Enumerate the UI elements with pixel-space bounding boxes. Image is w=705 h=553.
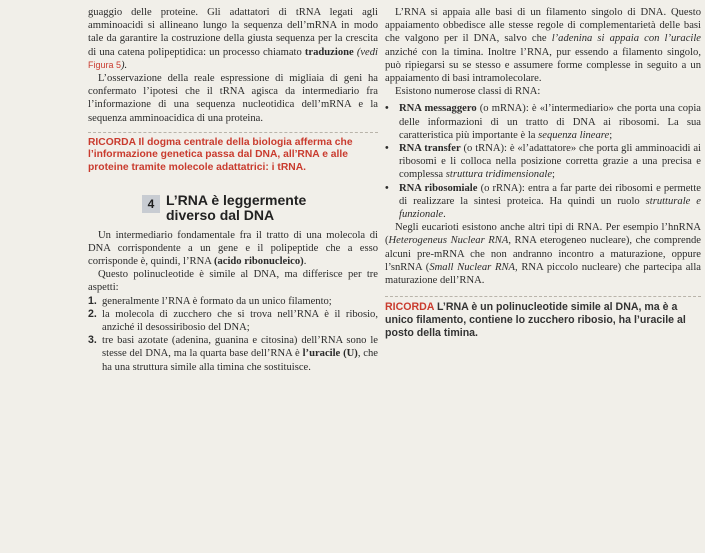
list-text (102, 334, 378, 374)
text-segment: . (443, 209, 446, 221)
text-segment: (vedi (353, 46, 378, 58)
text-segment: , che ha una struttura simile alla timina che sostituisce. (102, 348, 379, 373)
list-text (399, 142, 701, 182)
paragraph-rna-intro (88, 229, 378, 269)
section-title (166, 193, 306, 223)
keyword-acido-ribonucleico: (acido ribonucleico) (213, 256, 304, 268)
list-text (399, 182, 701, 222)
keyword: RNA transfer (399, 143, 461, 155)
text-segment: (o tRNA): è «l’adattatore» che porta gli amminoacidi ai ribosomi e li colloca nella posizione corretta grazie a una precisa e complessa (399, 143, 701, 181)
text-segment: (o rRNA): entra a far parte dei ribosomi e permette di realizzare la sintesi proteica. Ha quindi un ruolo (399, 182, 701, 207)
list-item-rrna (385, 182, 701, 222)
section-title-line: diverso dal DNA (166, 206, 275, 223)
paragraph-translation (88, 6, 378, 72)
text-segment: tre basi azotate (adenina, guanina e citosina) dell’RNA sono le stesse del DNA, ma la quarta base dell’RNA è (102, 335, 378, 360)
list-number: 2. (88, 307, 97, 320)
emphasis: Heterogeneus Nuclear RNA (388, 235, 509, 247)
emphasis: sequenza lineare (538, 129, 610, 141)
list-item-trna (385, 142, 701, 182)
list-item-mrna (385, 102, 701, 142)
emphasis: struttura tridimensionale (445, 169, 553, 181)
ricorda-text: Il dogma centrale della biologia afferma che l’informazione genetica passa dal DNA, all’RNA e alle proteine tramite molecole adattatrici: i tRNA. (88, 136, 353, 174)
keyword: RNA messaggero (399, 103, 477, 115)
section-number-badge: 4 (142, 195, 160, 213)
ricorda-box-rna (385, 296, 701, 340)
list-text: generalmente l’RNA è formato da un unico filamento; (102, 295, 332, 307)
text-segment: Un intermediario fondamentale fra il tratto di una molecola di DNA corrispondente a un gene e il polipeptide che a esso corrisponde è, quindi, l’RNA (88, 229, 378, 268)
left-column (88, 6, 378, 374)
figure-reference-link[interactable]: Figura 5 (88, 59, 122, 70)
bullet-icon: • (385, 182, 389, 194)
text-segment: Negli eucarioti esistono anche altri tipi di RNA. Per esempio l’hnRNA ( (385, 222, 701, 247)
bullet-icon: • (385, 143, 389, 155)
bullet-icon: • (385, 103, 389, 115)
paragraph-pairing (385, 6, 701, 85)
list-item (88, 308, 378, 334)
paragraph-observation: L’osservazione della reale espressione di migliaia di geni ha confermato l’ipotesi che il tRNA agisca da intermediario fra l’informazione di una sequenza nucleotidica dell’mRNA e la sequenza amminoacidica di una proteina. (88, 73, 378, 124)
ricorda-text: L’RNA è un polinucleotide simile al DNA, ma è a unico filamento, contiene lo zucchero ribosio, ha l’uracile al posto della timina. (385, 301, 686, 340)
text-segment: L’RNA si appaia alle basi di un filamento singolo di DNA. Questo appaiamento obbedisce alle stesse regole di complementarietà delle basi che valgono per il DNA, salvo che (385, 7, 701, 45)
text-segment: ; (552, 169, 555, 181)
keyword-traduzione: traduzione (304, 46, 354, 58)
text-segment: , RNA eterogeneo nucleare), che comprende alcuni pre-mRNA che non andranno incontro a maturazione, oppure l’snRNA ( (385, 235, 701, 273)
ricorda-label: RICORDA (88, 136, 136, 148)
list-item (88, 334, 378, 374)
text-segment: (o mRNA): è «l’intermediario» che porta una copia delle informazioni di un tratto di DNA ai ribosomi. La sua caratteristica più importante è la (399, 103, 701, 141)
section-heading (88, 193, 378, 223)
text-segment: , RNA piccolo nucleare) che partecipa alla maturazione dell’RNA. (385, 261, 702, 287)
keyword: RNA ribosomiale (399, 182, 478, 194)
ricorda-box-dogma (88, 132, 378, 175)
text-segment: ; (609, 129, 613, 141)
list-number: 3. (88, 334, 97, 347)
text-segment: ). (121, 59, 128, 71)
list-text: la molecola di zucchero che si trova nell’RNA è il ribosio, anziché il desossiribosio del DNA; (102, 308, 378, 334)
rna-classes-list (385, 102, 701, 221)
text-segment: anziché con la timina. Inoltre l’RNA, pur essendo a filamento singolo, può ripiegarsi su se stesso e assumere forme complesse in seguito a un appaiamento di basi intramolecolare. (385, 46, 701, 85)
ricorda-label: RICORDA (385, 301, 435, 314)
emphasis: Small Nuclear RNA (429, 261, 515, 273)
list-text (399, 102, 701, 142)
text-segment: . (303, 256, 307, 268)
keyword-uracile: l’uracile (U) (302, 348, 358, 360)
emphasis-pairing: l’adenina si appaia con l’uracile (551, 33, 701, 45)
paragraph-eukaryotes (385, 221, 701, 287)
list-item (88, 295, 378, 308)
paragraph-differences: Questo polinucleotide è simile al DNA, ma differisce per tre aspetti: (88, 269, 378, 294)
section-title-line: L’RNA è leggermente (166, 191, 307, 208)
emphasis: strutturale e funzionale (399, 195, 701, 221)
differences-list (88, 295, 378, 374)
right-column (385, 6, 701, 340)
text-segment: guaggio delle proteine. Gli adattatori di tRNA legati agli amminoacidi si allineano lungo la sequenza dell’mRNA in modo tale da garantire la costruzione della giusta sequenza per la crescita di una catena polipeptidica: un processo chiamato (88, 7, 378, 58)
paragraph-classes: Esistono numerose classi di RNA: (395, 86, 541, 98)
list-number: 1. (88, 294, 97, 307)
